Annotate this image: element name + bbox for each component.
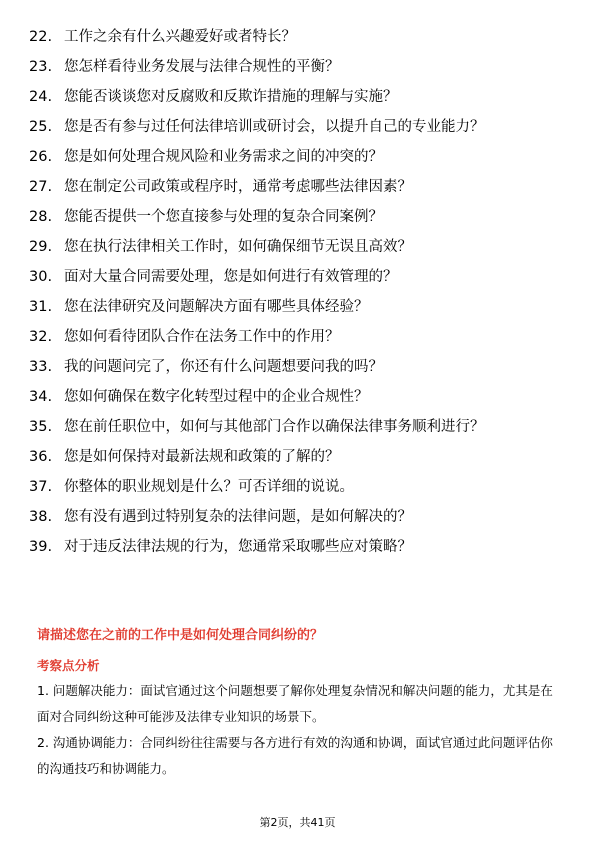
question-item xyxy=(29,356,569,378)
question-number: 27. xyxy=(29,179,53,195)
question-text: 您在前任职位中，如何与其他部门合作以确保法律事务顺利进行？ xyxy=(64,419,485,435)
question-item xyxy=(29,446,569,468)
analysis-heading: 考察点分析 xyxy=(37,658,100,673)
question-item xyxy=(29,296,569,318)
question-number: 39. xyxy=(29,539,53,555)
analysis-point: 1. 问题解决能力：面试官通过这个问题想要了解你处理复杂情况和解决问题的能力，尤其是在面对合同纠纷这种可能涉及法律专业知识的场景下。 xyxy=(37,683,553,724)
question-number: 24. xyxy=(29,89,53,105)
page-footer: 第2页，共41页 xyxy=(259,816,336,829)
question-item xyxy=(29,176,569,198)
question-number: 30. xyxy=(29,269,53,285)
question-item xyxy=(29,236,569,258)
question-item xyxy=(29,416,569,438)
question-number: 35. xyxy=(29,419,53,435)
question-number: 31. xyxy=(29,299,53,315)
question-text: 您在执行法律相关工作时，如何确保细节无误且高效？ xyxy=(64,239,412,255)
question-item xyxy=(29,86,569,108)
question-number: 26. xyxy=(29,149,53,165)
analysis-point: 2. 沟通协调能力：合同纠纷往往需要与各方进行有效的沟通和协调，面试官通过此问题评估你的沟通技巧和协调能力。 xyxy=(37,735,553,776)
question-text: 工作之余有什么兴趣爱好或者特长？ xyxy=(64,29,296,45)
question-item xyxy=(29,326,569,348)
question-item xyxy=(29,146,569,168)
question-number: 32. xyxy=(29,329,53,345)
question-item xyxy=(29,266,569,288)
question-text: 您是否有参与过任何法律培训或研讨会，以提升自己的专业能力？ xyxy=(64,119,485,135)
question-text: 面对大量合同需要处理，您是如何进行有效管理的？ xyxy=(64,269,398,285)
question-text: 您怎样看待业务发展与法律合规性的平衡？ xyxy=(64,59,340,75)
question-item xyxy=(29,26,569,48)
question-text: 您在制定公司政策或程序时，通常考虑哪些法律因素？ xyxy=(64,179,412,195)
question-text: 您如何确保在数字化转型过程中的企业合规性？ xyxy=(64,389,369,405)
question-text: 您是如何保持对最新法规和政策的了解的？ xyxy=(64,449,340,465)
question-number: 22. xyxy=(29,29,53,45)
question-number: 23. xyxy=(29,59,53,75)
question-item xyxy=(29,386,569,408)
question-number: 36. xyxy=(29,449,53,465)
question-item xyxy=(29,116,569,138)
question-number: 34. xyxy=(29,389,53,405)
question-item xyxy=(29,476,569,498)
question-item xyxy=(29,506,569,528)
question-text: 您如何看待团队合作在法务工作中的作用？ xyxy=(64,329,340,345)
question-number: 33. xyxy=(29,359,53,375)
question-text: 您能否提供一个您直接参与处理的复杂合同案例？ xyxy=(64,209,383,225)
question-item xyxy=(29,536,569,558)
question-list xyxy=(29,26,569,558)
analysis-section xyxy=(37,678,562,782)
question-text: 您是如何处理合规风险和业务需求之间的冲突的？ xyxy=(64,149,383,165)
question-number: 28. xyxy=(29,209,53,225)
question-item xyxy=(29,56,569,78)
question-text: 你整体的职业规划是什么？可否详细的说说。 xyxy=(64,479,354,495)
highlight-question: 请描述您在之前的工作中是如何处理合同纠纷的？ xyxy=(37,628,324,643)
question-item xyxy=(29,206,569,228)
question-text: 您有没有遇到过特别复杂的法律问题，是如何解决的？ xyxy=(64,509,412,525)
question-number: 29. xyxy=(29,239,53,255)
question-text: 您能否谈谈您对反腐败和反欺诈措施的理解与实施？ xyxy=(64,89,398,105)
question-number: 25. xyxy=(29,119,53,135)
question-text: 您在法律研究及问题解决方面有哪些具体经验？ xyxy=(64,299,369,315)
question-text: 我的问题问完了，你还有什么问题想要问我的吗？ xyxy=(64,359,383,375)
question-number: 38. xyxy=(29,509,53,525)
question-text: 对于违反法律法规的行为，您通常采取哪些应对策略？ xyxy=(64,539,412,555)
question-number: 37. xyxy=(29,479,53,495)
